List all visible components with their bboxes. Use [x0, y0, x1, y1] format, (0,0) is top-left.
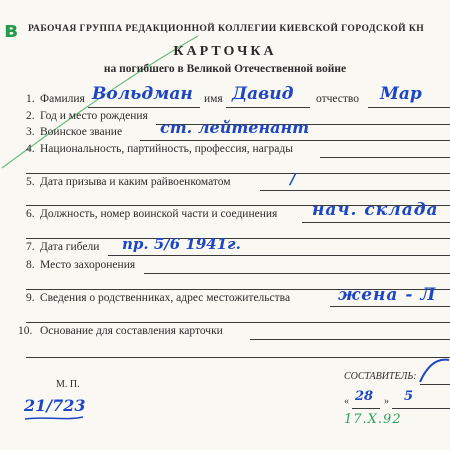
name-label: имя: [204, 93, 223, 105]
field-4-line-2: [26, 173, 450, 174]
registry-underline: [24, 414, 84, 422]
field-5-label: Дата призыва и каким райвоенкоматом: [40, 176, 231, 188]
relatives-value[interactable]: жена - Л: [338, 285, 437, 305]
field-7-line: [108, 255, 450, 256]
field-2-label: Год и место рождения: [40, 110, 148, 122]
field-5-number: 5.: [26, 176, 35, 188]
field-4-number: 4.: [26, 143, 35, 155]
field-9-label: Сведения о родственниках, адрес местожительства: [40, 292, 291, 304]
field-7-number: 7.: [26, 241, 35, 253]
field-8-label: Место захоронения: [40, 259, 136, 271]
date-month-value[interactable]: 5: [404, 389, 414, 404]
date-close-quote: »: [384, 396, 389, 407]
field-10-line-2: [26, 357, 450, 358]
date-open-quote: «: [344, 396, 349, 407]
date-day-line: [352, 408, 380, 409]
date-month-line: [392, 408, 450, 409]
patronymic-line: [368, 107, 450, 108]
rank-value[interactable]: ст. лейтенант: [160, 118, 310, 137]
registry-number: 21/723: [24, 396, 86, 415]
field-9-line: [330, 306, 450, 307]
green-date-note: 17.Х.92: [344, 412, 402, 427]
card-subtitle: на погибшего в Великой Отечественной войне: [103, 63, 347, 75]
field-2-number: 2.: [26, 110, 35, 122]
position-value[interactable]: нач. склада: [312, 200, 439, 220]
field-8-line: [144, 273, 450, 274]
card-title: КАРТОЧКА: [173, 44, 277, 59]
field-4-label: Национальность, партийность, профессия, награды: [40, 143, 293, 155]
field-6-line: [302, 222, 450, 223]
field-10-label: Основание для составления карточки: [40, 325, 223, 337]
stamp-place-label: М. П.: [56, 379, 80, 390]
field-9-number: 9.: [26, 292, 35, 304]
callup-value[interactable]: /: [290, 170, 296, 188]
org-header: РАБОЧАЯ ГРУППА РЕДАКЦИОННОЙ КОЛЛЕГИИ КИЕВСКОЙ ГОРОДСКОЙ КН: [28, 23, 425, 34]
margin-letter: в: [4, 18, 18, 43]
surname-value[interactable]: Вольдман: [92, 84, 193, 104]
field-1-number: 1.: [26, 93, 35, 105]
field-4-line: [320, 157, 450, 158]
field-3-number: 3.: [26, 126, 35, 138]
field-3-line: [140, 140, 450, 141]
field-9-line-2: [26, 322, 450, 323]
field-10-line: [250, 339, 450, 340]
field-6-number: 6.: [26, 208, 35, 220]
field-6-label: Должность, номер воинской части и соединения: [40, 208, 278, 220]
field-5-line: [260, 190, 450, 191]
name-value[interactable]: Давид: [232, 84, 294, 104]
field-3-label: Воинское звание: [40, 126, 123, 138]
date-day-value[interactable]: 28: [355, 389, 374, 404]
patronymic-value[interactable]: Мар: [380, 84, 422, 104]
name-line: [226, 107, 310, 108]
field-10-number: 10.: [18, 325, 33, 337]
field-7-label: Дата гибели: [40, 241, 100, 253]
field-1-label: Фамилия: [40, 93, 85, 105]
field-8-number: 8.: [26, 259, 35, 271]
patronymic-label: отчество: [316, 93, 360, 105]
signature-mark: [418, 356, 450, 386]
death-date-value[interactable]: пр. 5/6 1941г.: [122, 235, 241, 253]
field-1-line: [88, 107, 200, 108]
compiler-label: СОСТАВИТЕЛЬ:: [344, 371, 417, 382]
